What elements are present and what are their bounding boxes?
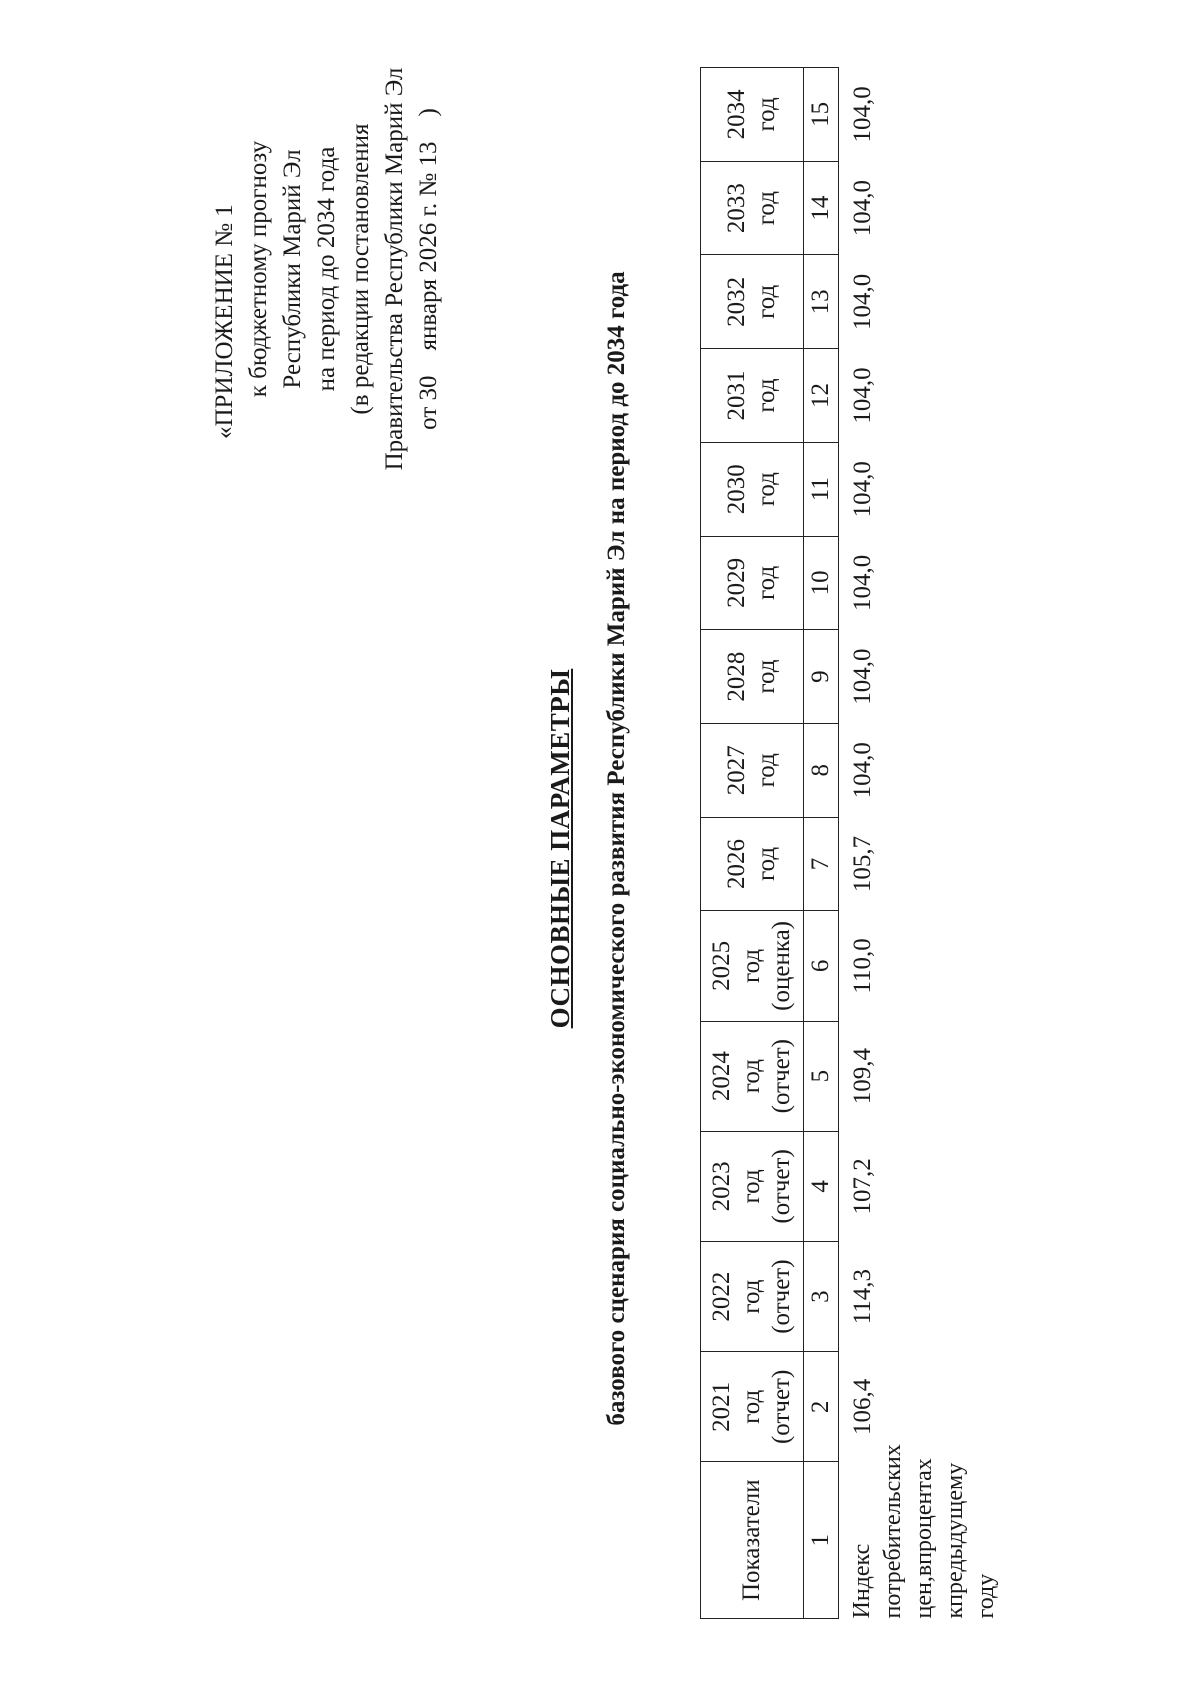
column-number-row (804, 68, 839, 1619)
column-header-note: (отчет) (768, 1149, 795, 1224)
table-cell-value: 104,0 (849, 86, 876, 143)
appendix-header-line: к бюджетному прогнозу (245, 140, 272, 398)
column-header-unit: год (753, 753, 780, 788)
column-header-year (701, 723, 804, 817)
column-number: 3 (804, 1242, 839, 1352)
column-header-unit: год (753, 191, 780, 226)
appendix-header-line: на период до 2034 года (313, 146, 340, 392)
column-header-unit: год (753, 565, 780, 600)
column-number: 8 (804, 723, 839, 817)
row-label-word: потребительских (880, 1444, 906, 1619)
column-header-unit: год (738, 1059, 765, 1094)
column-number: 6 (804, 911, 839, 1021)
column-header-indicators: Показатели (701, 1462, 804, 1619)
row-label-line (878, 1444, 909, 1619)
table-cell-value: 104,0 (849, 180, 876, 237)
column-header-year: 2033 (723, 183, 750, 234)
column-number: 1 (804, 1462, 839, 1619)
column-header-year (701, 630, 804, 724)
table-cell-value: 104,0 (849, 273, 876, 330)
column-header-year: 2030 (723, 464, 750, 515)
column-header-year: 2023 (708, 1161, 735, 1212)
column-header-unit: год (738, 1169, 765, 1204)
column-number: 7 (804, 817, 839, 911)
table-cell-value: 107,2 (849, 1158, 876, 1215)
table-cell-value: 109,4 (849, 1048, 876, 1105)
table-cell-value: 104,0 (849, 554, 876, 612)
appendix-header-line: «ПРИЛОЖЕНИЕ № 1 (211, 204, 238, 439)
column-header-note: (отчет) (768, 1259, 795, 1334)
column-number: 15 (804, 68, 839, 162)
column-header-note: (оценка) (768, 920, 795, 1011)
column-header-year (701, 161, 804, 255)
row-label-line (847, 1464, 878, 1619)
column-number: 14 (804, 161, 839, 255)
row-label-line (940, 1464, 971, 1619)
column-header-unit: год (753, 97, 780, 132)
column-header-unit: год (738, 1279, 765, 1314)
appendix-header-line: Правительства Республики Марий Эл (381, 67, 408, 471)
column-header-year: 2026 (723, 838, 750, 889)
row-label-word: цен, (911, 1576, 937, 1619)
column-header-year: 2034 (723, 89, 750, 140)
table-cell-value: 104,0 (849, 367, 876, 424)
column-header-year: 2024 (708, 1051, 735, 1102)
row-label-word: Индекс (849, 1543, 875, 1619)
column-header-unit: год (753, 378, 780, 413)
column-header-unit: год (753, 284, 780, 319)
parameters-table (700, 67, 1002, 1619)
table-cell-value: 104,0 (849, 648, 876, 705)
column-number: 13 (804, 255, 839, 349)
column-number: 11 (804, 442, 839, 536)
column-number: 10 (804, 536, 839, 630)
column-header-year: 2031 (723, 370, 750, 421)
column-number: 4 (804, 1131, 839, 1241)
table-cell-value: 106,4 (849, 1378, 876, 1435)
column-header-unit: год (753, 659, 780, 694)
column-header-year (701, 1352, 804, 1462)
column-header-year (701, 1021, 804, 1131)
column-header-year (701, 536, 804, 630)
column-header-year: 2028 (723, 651, 750, 702)
column-header-year (701, 911, 804, 1021)
table-cell-value: 104,0 (849, 742, 876, 799)
row-label-word: предыдущему (942, 1462, 968, 1607)
column-header-unit: год (753, 472, 780, 507)
row-label-word: году (973, 1573, 999, 1619)
column-number: 9 (804, 630, 839, 724)
table-cell-value: 104,0 (849, 461, 876, 518)
column-header-unit: год (738, 948, 765, 983)
document-title: ОСНОВНЫЕ ПАРАМЕТРЫ (545, 668, 575, 1029)
appendix-header-line: Республики Марий Эл (279, 149, 306, 389)
column-header-unit: год (753, 846, 780, 882)
row-label-word: процентах (911, 1458, 937, 1565)
column-header-year (701, 1242, 804, 1352)
row-label-word: в (911, 1564, 937, 1577)
appendix-header-line: от 30 января 2026 г. № 13 ) (415, 108, 442, 430)
column-header-year (701, 817, 804, 911)
row-label-line (909, 1458, 940, 1619)
document-subtitle: базового сценария социально-экономического развития Республики Марий Эл на период до 2034 года (603, 271, 630, 1426)
column-header-year (701, 255, 804, 349)
column-header-year (701, 1131, 804, 1241)
column-header-year (701, 349, 804, 443)
column-header-year: 2022 (708, 1271, 735, 1322)
column-header-unit: год (738, 1389, 765, 1424)
column-header-year: 2021 (708, 1381, 735, 1432)
table-header-row (701, 68, 804, 1619)
column-number: 2 (804, 1352, 839, 1462)
table-cell-value: 114,3 (849, 1268, 876, 1325)
column-number: 5 (804, 1021, 839, 1131)
table-cell-value: 105,7 (849, 835, 876, 893)
column-header-year: 2027 (723, 745, 750, 796)
row-label-line (971, 1464, 1002, 1619)
appendix-header (208, 59, 446, 479)
column-header-year: 2032 (723, 276, 750, 327)
table-cell-value: 110,0 (849, 938, 876, 994)
column-header-note: (отчет) (768, 1038, 795, 1114)
row-label-word: к (942, 1606, 968, 1619)
table-row (839, 68, 1003, 1619)
column-number: 12 (804, 349, 839, 443)
column-header-year: 2029 (723, 557, 750, 608)
column-header-note: (отчет) (768, 1369, 795, 1445)
appendix-header-line: (в редакции постановления (347, 123, 374, 415)
row-label (839, 1444, 1003, 1619)
column-header-year (701, 442, 804, 536)
column-header-year (701, 68, 804, 162)
column-header-year: 2025 (708, 940, 735, 991)
